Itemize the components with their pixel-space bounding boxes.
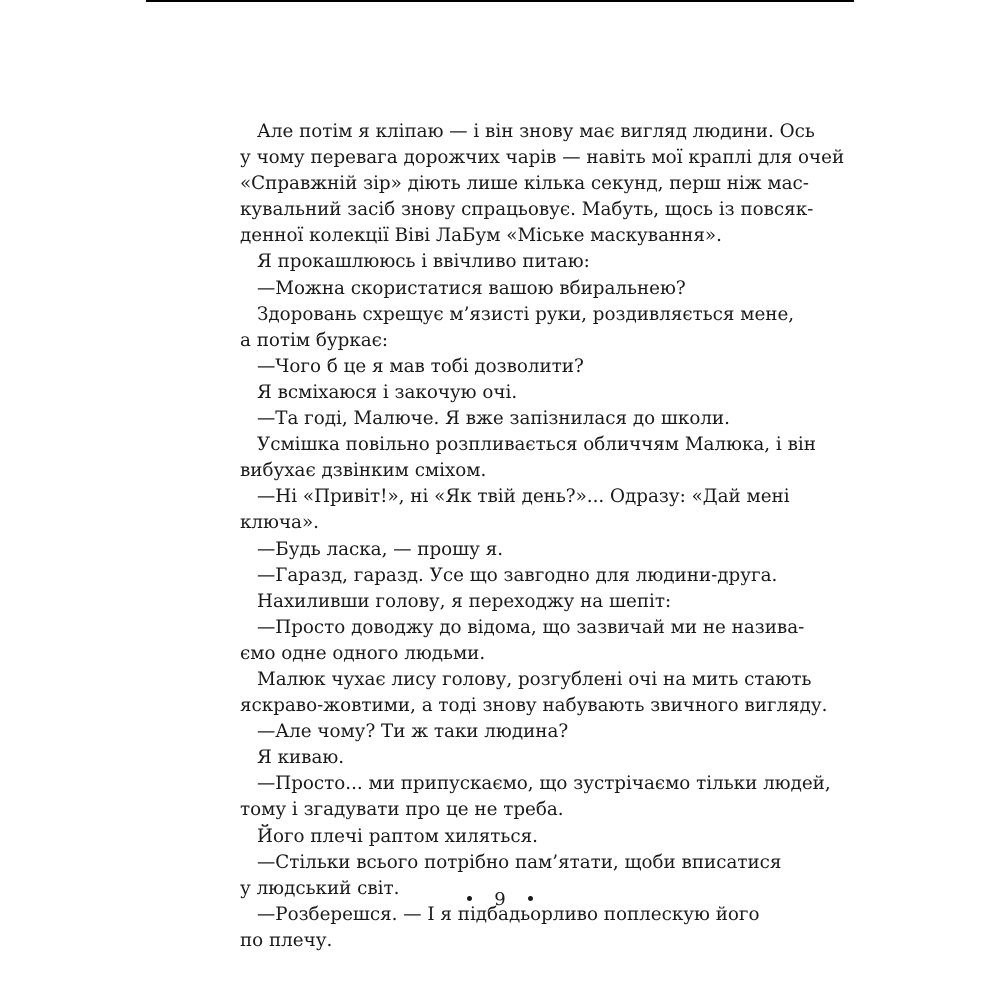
- text-line: —Розберешся. — І я підбадьорливо поплескую його: [257, 903, 760, 925]
- text-line: яскраво-жовтими, а тоді знову набувають звичного вигляду.: [240, 695, 828, 717]
- text-line: Здоровань схрещує м’язисті руки, роздивляється мене,: [257, 303, 795, 325]
- text-line: Усмішка повільно розпливається обличчям Малюка, і він: [257, 434, 816, 456]
- text-line: —Та годі, Малюче. Я вже запізнилася до школи.: [257, 408, 730, 430]
- text-line: —Будь ласка, — прошу я.: [257, 538, 504, 560]
- bullet-dot-icon: [467, 896, 472, 901]
- text-line: Я всміхаюся і закочую очі.: [257, 381, 518, 403]
- text-line: по плечу.: [240, 929, 333, 951]
- text-line: у чому перевага дорожчих чарів — навіть мої краплі для очей: [240, 147, 845, 169]
- text-line: Малюк чухає лису голову, розгублені очі на мить стають: [257, 668, 812, 690]
- page-footer: [0, 887, 1000, 913]
- text-line: Я киваю.: [257, 747, 345, 769]
- text-line: Його плечі раптом хиляться.: [257, 825, 538, 847]
- text-line: «Справжній зір» діють лише кілька секунд, перш ніж мас-: [240, 173, 809, 195]
- text-line: —Просто доводжу до відома, що зазвичай ми не назива-: [257, 616, 805, 638]
- text-line: —Чого б це я мав тобі дозволити?: [257, 355, 584, 377]
- text-line: у людський світ.: [240, 877, 400, 899]
- text-line: —Просто... ми припускаємо, що зустрічаємо тільки людей,: [257, 773, 831, 795]
- text-line: денної колекції Віві ЛаБум «Міське маскування».: [240, 225, 722, 247]
- text-line: кувальний засіб знову спрацьовує. Мабуть, щось із повсяк-: [240, 199, 814, 221]
- text-line: ємо одне одного людьми.: [240, 642, 486, 664]
- text-line: тому і згадувати про це не треба.: [240, 799, 564, 821]
- text-line: вибухає дзвінким сміхом.: [240, 460, 487, 482]
- top-rule: [146, 0, 854, 2]
- text-line: Але потім я кліпаю — і він знову має вигляд людини. Ось: [257, 121, 815, 142]
- text-line: а потім буркає:: [240, 329, 389, 351]
- bullet-dot-icon: [528, 896, 533, 901]
- text-line: Нахиливши голову, я переходжу на шепіт:: [257, 590, 672, 612]
- text-line: —Ні «Привіт!», ні «Як твій день?»... Одразу: «Дай мені: [257, 486, 790, 508]
- text-line: —Можна скористатися вашою вбиральнею?: [257, 277, 686, 299]
- text-line: ключа».: [240, 512, 319, 534]
- text-line: —Стільки всього потрібно пам’ятати, щоби вписатися: [257, 851, 782, 873]
- page-number: 9: [494, 889, 506, 910]
- text-line: —Але чому? Ти ж таки людина?: [257, 721, 569, 743]
- text-line: Я прокашлююсь і ввічливо питаю:: [257, 251, 590, 273]
- body-text: [240, 119, 845, 954]
- text-line: —Гаразд, гаразд. Усе що завгодно для людини-друга.: [257, 564, 778, 586]
